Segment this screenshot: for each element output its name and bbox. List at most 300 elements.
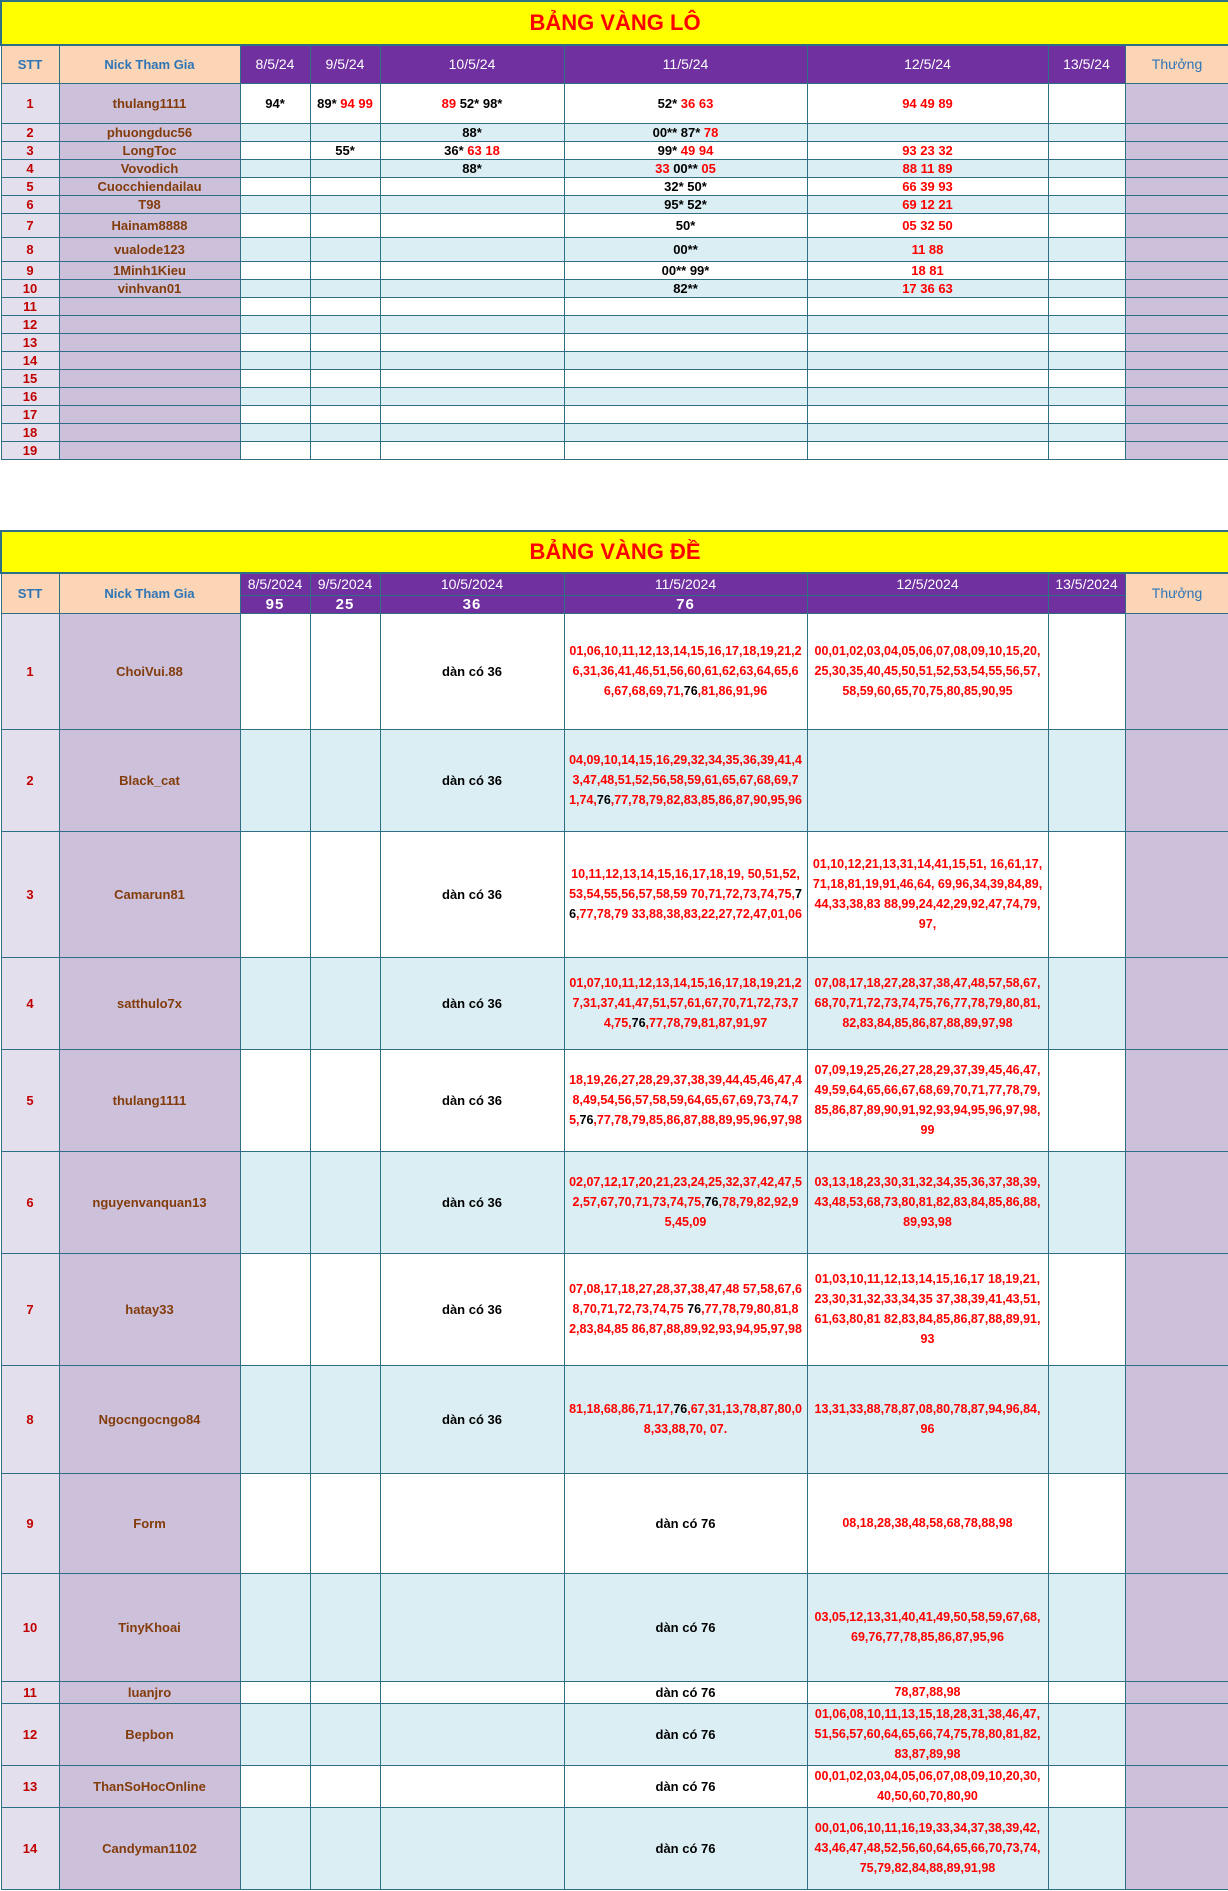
de-day-cell [240, 1049, 310, 1151]
number-group: 05 [701, 160, 716, 176]
number-group: 94 99 [340, 95, 373, 111]
de-day-cell [240, 613, 310, 729]
lo-day-cell [1048, 195, 1125, 213]
de-day-cell [564, 1151, 807, 1253]
de-day-cell [564, 729, 807, 831]
de-day-cell [1048, 831, 1125, 957]
de-day-cell [310, 1253, 380, 1365]
de-day-cell [1048, 957, 1125, 1049]
row-nick: Ngocngocngo84 [59, 1365, 240, 1473]
number-group: 78 [703, 124, 719, 140]
row-stt: 8 [1, 1365, 59, 1473]
lo-day-cell [310, 279, 380, 297]
de-day-cell [564, 957, 807, 1049]
de-result: 25 [310, 595, 380, 613]
lo-day-cell [1048, 297, 1125, 315]
number-group: 76 [704, 1195, 719, 1209]
lo-day-cell [807, 441, 1048, 459]
de-day-cell [310, 1573, 380, 1681]
row-thuong [1125, 141, 1228, 159]
de-day-cell [240, 1703, 310, 1765]
de-day-cell [380, 1807, 564, 1889]
lo-day-cell [380, 423, 564, 441]
lo-day-cell [380, 405, 564, 423]
number-group: 76 [631, 1016, 646, 1030]
number-group: 78,87,88,98 [894, 1685, 961, 1699]
de-header-date: 11/5/2024 [564, 573, 807, 595]
row-nick: ChoiVui.88 [59, 613, 240, 729]
row-thuong [1125, 1765, 1228, 1807]
row-thuong [1125, 1049, 1228, 1151]
row-stt: 12 [1, 1703, 59, 1765]
row-thuong [1125, 1703, 1228, 1765]
number-group: ,78,79,82,92,95,45,09 [664, 1195, 799, 1229]
de-day-cell [240, 729, 310, 831]
lo-row [1, 279, 1228, 297]
lo-day-cell [310, 159, 380, 177]
de-day-cell [310, 831, 380, 957]
de-result: 76 [564, 595, 807, 613]
de-day-cell [564, 1253, 807, 1365]
lo-day-cell [310, 405, 380, 423]
lo-day-cell [807, 261, 1048, 279]
lo-header-date: 12/5/24 [807, 45, 1048, 83]
lo-row [1, 405, 1228, 423]
row-thuong [1125, 831, 1228, 957]
lo-day-cell [1048, 237, 1125, 261]
row-nick [59, 405, 240, 423]
lo-day-cell [310, 441, 380, 459]
row-stt: 7 [1, 1253, 59, 1365]
de-day-cell [807, 1365, 1048, 1473]
de-header-thuong: Thưởng [1125, 573, 1228, 613]
de-day-cell [310, 1681, 380, 1703]
number-group: ,77,78,79,80,81,82,83,84,85 86,87,88,89,92,93,94,95,97,98 [569, 1302, 802, 1336]
number-group: ,77,78,79,81,87,91,97 [645, 1016, 768, 1030]
row-thuong [1125, 613, 1228, 729]
de-day-cell [240, 1573, 310, 1681]
lo-day-cell [564, 423, 807, 441]
lo-title: BẢNG VÀNG LÔ [1, 1, 1228, 45]
lo-day-cell [380, 237, 564, 261]
lo-day-cell [240, 237, 310, 261]
lo-day-cell [310, 315, 380, 333]
number-group: 76 [596, 793, 611, 807]
row-stt: 5 [1, 1049, 59, 1151]
row-stt: 9 [1, 261, 59, 279]
row-thuong [1125, 1473, 1228, 1573]
de-day-cell [1048, 1703, 1125, 1765]
row-thuong [1125, 1681, 1228, 1703]
lo-day-cell [1048, 261, 1125, 279]
row-thuong [1125, 405, 1228, 423]
de-day-cell [1048, 1049, 1125, 1151]
lo-day-cell [380, 315, 564, 333]
row-stt: 1 [1, 83, 59, 123]
lo-day-cell [380, 177, 564, 195]
lo-row [1, 387, 1228, 405]
lo-day-cell [310, 387, 380, 405]
lo-row [1, 351, 1228, 369]
number-group: 36 63 [680, 95, 714, 111]
lo-row [1, 141, 1228, 159]
lo-day-cell [1048, 423, 1125, 441]
lo-day-cell [807, 279, 1048, 297]
de-day-cell: dàn có 76 [564, 1807, 807, 1889]
row-nick: LongToc [59, 141, 240, 159]
lo-day-cell [310, 195, 380, 213]
lo-day-cell [310, 237, 380, 261]
row-thuong [1125, 297, 1228, 315]
row-thuong [1125, 177, 1228, 195]
lo-day-cell [564, 297, 807, 315]
de-day-cell [310, 1473, 380, 1573]
de-day-cell [807, 1049, 1048, 1151]
row-stt: 17 [1, 405, 59, 423]
lo-day-cell [1048, 387, 1125, 405]
de-day-cell [807, 1151, 1048, 1253]
number-group: 81,18,68,86,71,17, [569, 1402, 674, 1416]
number-group: 07,08,17,18,27,28,37,38,47,48 57,58,67,68,70,71,72,73,74,75 [569, 1282, 802, 1316]
de-day-cell [240, 831, 310, 957]
de-day-cell: dàn có 36 [380, 1049, 564, 1151]
lo-day-cell [310, 83, 380, 123]
lo-day-cell [380, 387, 564, 405]
de-day-cell: dàn có 76 [564, 1573, 807, 1681]
row-stt: 3 [1, 141, 59, 159]
lo-row [1, 369, 1228, 387]
de-day-cell [564, 613, 807, 729]
de-day-cell: dàn có 36 [380, 729, 564, 831]
number-group: 55* [335, 142, 355, 158]
de-day-cell [1048, 613, 1125, 729]
lo-header-date: 8/5/24 [240, 45, 310, 83]
lo-day-cell [240, 279, 310, 297]
row-nick [59, 351, 240, 369]
lo-row [1, 441, 1228, 459]
number-group: 76 [569, 887, 802, 921]
lo-day-cell [380, 123, 564, 141]
de-day-cell [310, 957, 380, 1049]
row-stt: 2 [1, 123, 59, 141]
row-nick: Vovodich [59, 159, 240, 177]
lo-day-cell [807, 213, 1048, 237]
de-row [1, 1765, 1228, 1807]
de-day-cell: dàn có 76 [564, 1681, 807, 1703]
de-day-cell [807, 831, 1048, 957]
lo-day-cell [807, 195, 1048, 213]
lo-day-cell [1048, 315, 1125, 333]
lo-day-cell [310, 213, 380, 237]
lo-day-cell [807, 315, 1048, 333]
de-day-cell [807, 1573, 1048, 1681]
number-group: 08,18,28,38,48,58,68,78,88,98 [842, 1516, 1013, 1530]
row-stt: 3 [1, 831, 59, 957]
lo-day-cell [564, 195, 807, 213]
row-thuong [1125, 159, 1228, 177]
lo-day-cell [564, 369, 807, 387]
row-stt: 13 [1, 333, 59, 351]
number-group: 32* 50* [664, 178, 707, 194]
row-thuong [1125, 387, 1228, 405]
row-stt: 10 [1, 1573, 59, 1681]
number-group: ,81,86,91,96 [697, 684, 768, 698]
row-stt: 19 [1, 441, 59, 459]
row-stt: 4 [1, 957, 59, 1049]
de-day-cell [807, 1473, 1048, 1573]
lo-day-cell [310, 177, 380, 195]
row-nick [59, 333, 240, 351]
lo-day-cell [240, 423, 310, 441]
lo-day-cell [564, 83, 807, 123]
row-stt: 11 [1, 297, 59, 315]
de-day-cell [807, 1681, 1048, 1703]
de-day-cell [240, 957, 310, 1049]
lo-day-cell [240, 333, 310, 351]
de-day-cell [310, 1807, 380, 1889]
de-day-cell [1048, 1807, 1125, 1889]
lo-day-cell [807, 141, 1048, 159]
lo-day-cell [1048, 159, 1125, 177]
number-group: 00** [673, 241, 698, 257]
de-day-cell [807, 1703, 1048, 1765]
row-nick: Camarun81 [59, 831, 240, 957]
number-group: 13,31,33,88,78,87,08,80,78,87,94,96,84,96 [814, 1402, 1041, 1436]
de-day-cell: dàn có 36 [380, 831, 564, 957]
lo-header-stt: STT [1, 45, 59, 83]
de-result [807, 595, 1048, 613]
lo-day-cell [380, 279, 564, 297]
number-group: 76 [687, 1302, 702, 1316]
lo-day-cell [240, 387, 310, 405]
de-day-cell [240, 1253, 310, 1365]
number-group: 01,06,08,10,11,13,15,18,28,31,38,46,47,51,56,57,60,64,65,66,74,75,78,80,81,82,83,87,89,98 [814, 1707, 1041, 1761]
row-thuong [1125, 123, 1228, 141]
row-stt: 6 [1, 195, 59, 213]
number-group: 01,10,12,21,13,31,14,41,15,51, 16,61,17,71,18,81,19,91,46,64, 69,96,34,39,84,89, 44,33,38,83 88,99,24,42,29,92,47,74,79,97, [812, 857, 1043, 931]
de-day-cell [807, 613, 1048, 729]
number-group: 66 39 93 [902, 178, 953, 194]
de-day-cell [310, 1049, 380, 1151]
number-group: 10,11,12,13,14,15,16,17,18,19, 50,51,52,53,54,55,56,57,58,59 70,71,72,73,74,75, [569, 867, 800, 901]
row-stt: 2 [1, 729, 59, 831]
lo-day-cell [807, 351, 1048, 369]
de-day-cell [380, 1703, 564, 1765]
row-thuong [1125, 213, 1228, 237]
row-stt: 18 [1, 423, 59, 441]
number-group: 01,06,10,11,12,13,14,15,16,17,18,19,21,26,31,36,41,46,51,56,60,61,62,63,64,65,66,67,68,69,71, [569, 644, 802, 698]
de-row [1, 831, 1228, 957]
lo-row [1, 213, 1228, 237]
number-group: 03,13,18,23,30,31,32,34,35,36,37,38,39,43,48,53,68,73,80,81,82,83,84,85,86,88,89,93,98 [814, 1175, 1041, 1229]
lo-day-cell [564, 123, 807, 141]
de-result: 95 [240, 595, 310, 613]
lo-day-cell [380, 83, 564, 123]
lo-day-cell [807, 333, 1048, 351]
lo-day-cell [564, 261, 807, 279]
row-nick: phuongduc56 [59, 123, 240, 141]
de-day-cell: dàn có 36 [380, 613, 564, 729]
de-header-date: 13/5/2024 [1048, 573, 1125, 595]
de-result [1048, 595, 1125, 613]
lo-day-cell [1048, 141, 1125, 159]
lo-day-cell [807, 369, 1048, 387]
lo-day-cell [380, 333, 564, 351]
lo-row [1, 159, 1228, 177]
de-row [1, 1573, 1228, 1681]
de-header-date: 9/5/2024 [310, 573, 380, 595]
de-day-cell [1048, 729, 1125, 831]
de-day-cell: dàn có 76 [564, 1473, 807, 1573]
number-group: 00** [673, 160, 702, 176]
number-group: 02,07,12,17,20,21,23,24,25,32,37,42,47,52,57,67,70,71,73,74,75, [569, 1175, 802, 1209]
lo-day-cell [240, 351, 310, 369]
row-thuong [1125, 315, 1228, 333]
de-day-cell [1048, 1365, 1125, 1473]
lo-header-nick: Nick Tham Gia [59, 45, 240, 83]
number-group: 11 88 [911, 241, 944, 257]
de-day-cell [564, 1049, 807, 1151]
de-day-cell [1048, 1681, 1125, 1703]
lo-day-cell [380, 213, 564, 237]
lo-row [1, 297, 1228, 315]
row-nick: nguyenvanquan13 [59, 1151, 240, 1253]
de-day-cell [240, 1365, 310, 1473]
number-group: 89 [441, 95, 460, 111]
lo-header-date: 13/5/24 [1048, 45, 1125, 83]
lo-day-cell [240, 83, 310, 123]
lo-day-cell [807, 123, 1048, 141]
row-stt: 12 [1, 315, 59, 333]
de-title: BẢNG VÀNG ĐỀ [1, 531, 1228, 573]
row-nick: hatay33 [59, 1253, 240, 1365]
number-group: 07,08,17,18,27,28,37,38,47,48,57,58,67,68,70,71,72,73,74,75,76,77,78,79,80,81,82,83,84,85,86,87,88,89,97,98 [814, 976, 1041, 1030]
de-day-cell [240, 1473, 310, 1573]
row-nick [59, 369, 240, 387]
de-header-date: 12/5/2024 [807, 573, 1048, 595]
row-nick: Black_cat [59, 729, 240, 831]
lo-day-cell [807, 297, 1048, 315]
lo-day-cell [807, 237, 1048, 261]
row-stt: 16 [1, 387, 59, 405]
de-day-cell [807, 729, 1048, 831]
row-nick: Form [59, 1473, 240, 1573]
de-day-cell [240, 1807, 310, 1889]
number-group: 17 36 63 [902, 280, 953, 296]
row-stt: 4 [1, 159, 59, 177]
de-header-date: 10/5/2024 [380, 573, 564, 595]
row-stt: 7 [1, 213, 59, 237]
de-row [1, 1807, 1228, 1889]
lo-day-cell [240, 297, 310, 315]
de-day-cell [380, 1573, 564, 1681]
number-group: 00** 87* [652, 124, 704, 140]
number-group: ,67,31,13,78,87,80,08,33,88,70, 07. [643, 1402, 802, 1436]
lo-day-cell [240, 123, 310, 141]
number-group: 88 11 89 [902, 160, 953, 176]
lo-day-cell [310, 333, 380, 351]
lo-day-cell [310, 297, 380, 315]
lo-day-cell [1048, 351, 1125, 369]
lo-day-cell [240, 315, 310, 333]
lo-header-date: 10/5/24 [380, 45, 564, 83]
row-thuong [1125, 195, 1228, 213]
number-group: 36* [444, 142, 468, 158]
row-thuong [1125, 351, 1228, 369]
lo-row [1, 83, 1228, 123]
number-group: 88* [462, 124, 482, 140]
lo-day-cell [240, 159, 310, 177]
row-nick [59, 315, 240, 333]
lo-day-cell [310, 423, 380, 441]
lo-day-cell [564, 387, 807, 405]
lo-day-cell [1048, 333, 1125, 351]
row-nick: thulang1111 [59, 83, 240, 123]
row-thuong [1125, 333, 1228, 351]
lo-row [1, 423, 1228, 441]
lo-day-cell [564, 333, 807, 351]
lo-day-cell [310, 261, 380, 279]
number-group: 99* [657, 142, 681, 158]
lo-day-cell [564, 237, 807, 261]
lo-day-cell [807, 387, 1048, 405]
lo-row [1, 333, 1228, 351]
de-day-cell [380, 1473, 564, 1573]
row-nick [59, 423, 240, 441]
de-day-cell [1048, 1151, 1125, 1253]
lo-day-cell [380, 195, 564, 213]
de-day-cell [1048, 1765, 1125, 1807]
number-group: 00** 99* [661, 262, 710, 278]
lo-day-cell [564, 213, 807, 237]
row-stt: 14 [1, 1807, 59, 1889]
number-group: 76 [673, 1402, 688, 1416]
row-nick: vinhvan01 [59, 279, 240, 297]
row-nick: Bepbon [59, 1703, 240, 1765]
number-group: 01,07,10,11,12,13,14,15,16,17,18,19,21,27,31,37,41,47,51,57,61,67,70,71,72,73,74,75, [569, 976, 802, 1030]
lo-day-cell [310, 141, 380, 159]
row-thuong [1125, 1151, 1228, 1253]
de-day-cell [1048, 1253, 1125, 1365]
number-group: ,77,78,79,85,86,87,88,89,95,96,97,98 [593, 1113, 802, 1127]
de-table [0, 530, 1228, 1890]
lo-day-cell [240, 261, 310, 279]
row-nick [59, 441, 240, 459]
number-group: 00,01,02,03,04,05,06,07,08,09,10,15,20,25,30,35,40,45,50,51,52,53,54,55,56,57,58,59,60,65,70,75,80,85,90,95 [814, 644, 1041, 698]
lo-day-cell [380, 369, 564, 387]
row-nick: Cuocchiendailau [59, 177, 240, 195]
row-thuong [1125, 729, 1228, 831]
number-group: 95* 52* [664, 196, 707, 212]
de-header-stt: STT [1, 573, 59, 613]
de-day-cell: dàn có 36 [380, 1365, 564, 1473]
lo-row [1, 123, 1228, 141]
lo-day-cell [310, 123, 380, 141]
de-day-cell [1048, 1473, 1125, 1573]
lo-day-cell [564, 351, 807, 369]
lo-day-cell [1048, 279, 1125, 297]
row-nick: luanjro [59, 1681, 240, 1703]
lo-day-cell [1048, 83, 1125, 123]
row-nick: satthulo7x [59, 957, 240, 1049]
number-group: 93 23 32 [902, 142, 953, 158]
lo-day-cell [564, 441, 807, 459]
de-day-cell [310, 1151, 380, 1253]
number-group: 89* [317, 95, 341, 111]
de-day-cell [240, 1151, 310, 1253]
de-result: 36 [380, 595, 564, 613]
de-day-cell [380, 1765, 564, 1807]
